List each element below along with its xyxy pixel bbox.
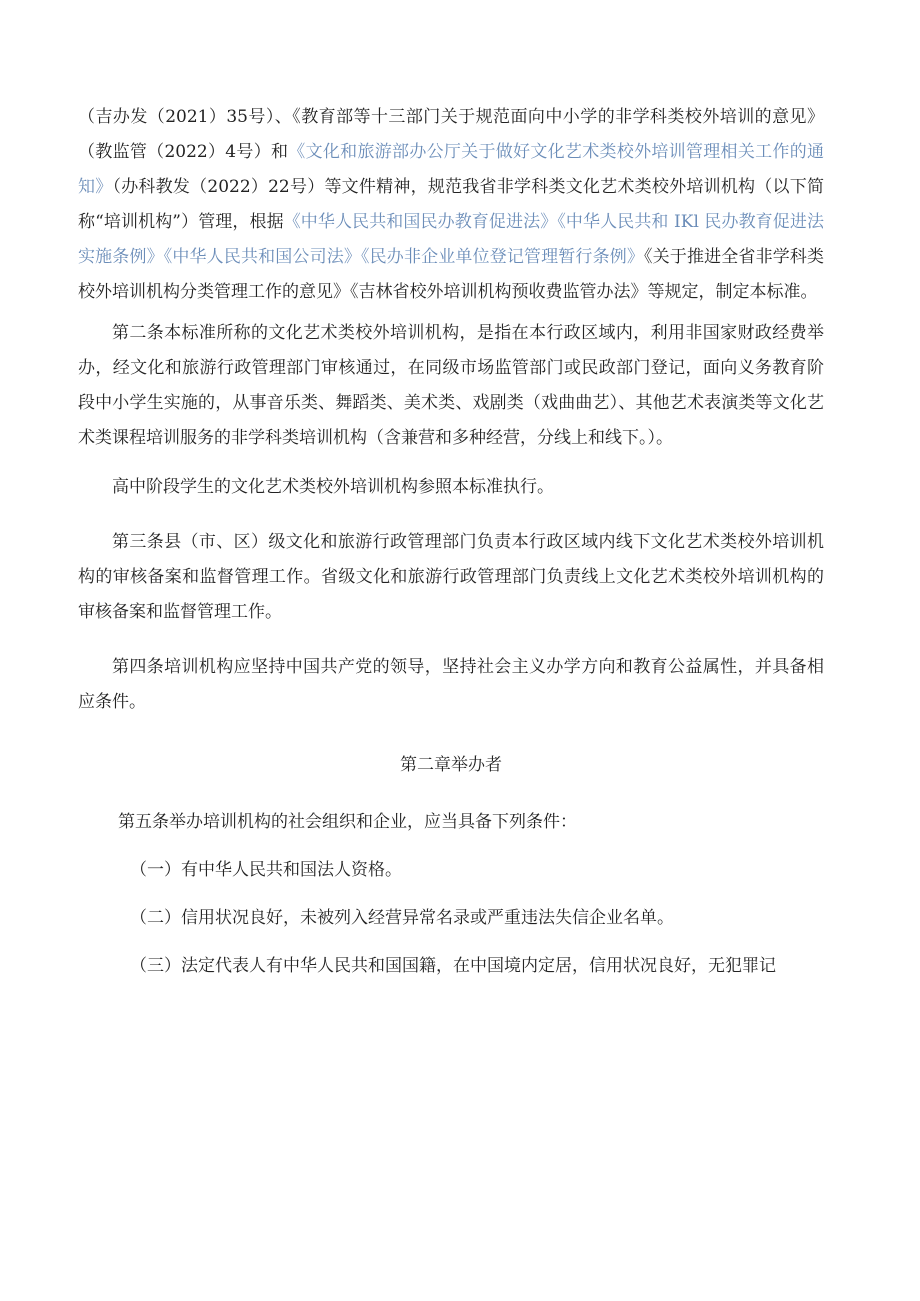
article-2: 第二条本标准所称的文化艺术类校外培训机构，是指在本行政区域内，利用非国家财政经费举办，经文化和旅游行政管理部门审核通过，在同级市场监管部门或民政部门登记，面向义务教育阶段中小学生实施的，从事音乐类、舞蹈类、美术类、戏剧类（戏曲曲艺）、其他艺术表演类等文化艺术类课程培训服务的非学科类培训机构（含兼营和多种经营，分线上和线下。）。 <box>78 323 824 448</box>
article-5: 第五条举办培训机构的社会组织和企业，应当具备下列条件： <box>118 812 577 832</box>
document-page <box>78 100 824 984</box>
reference-link-culture-notice[interactable]: 《文化和旅游部办公厅关于做好文化艺术类校外培训管理相关工作的通知》 <box>78 142 824 197</box>
reference-link-laws[interactable]: 《中华人民共和国民办教育促进法》《中华人民共和 IKl 民办教育促进法实施条例》《中华人民共和国公司法》《民办非企业单位登记管理暂行条例》 <box>78 212 824 267</box>
list-item: （二）信用状况良好，未被列入经营异常名录或严重违法失信企业名单。 <box>130 908 674 928</box>
preamble-text-2: （办科教发（2022）22号）等文件精神，规范我省非学科类文化艺术类校外培训机构（以下简称“培训机构”）管理，根据 <box>78 177 824 232</box>
article-2-supplement: 高中阶段学生的文化艺术类校外培训机构参照本标准执行。 <box>112 477 554 497</box>
chapter-title: 第二章举办者 <box>400 755 502 775</box>
list-item: （三）法定代表人有中华人民共和国国籍，在中国境内定居，信用状况良好，无犯罪记 <box>130 956 776 976</box>
article-3: 第三条县（市、区）级文化和旅游行政管理部门负责本行政区域内线下文化艺术类校外培训机构的审核备案和监督管理工作。省级文化和旅游行政管理部门负责线上文化艺术类校外培训机构的审核备案和监督管理工作。 <box>78 532 824 622</box>
preamble-text-1: （吉办发（2021）35号）、《教育部等十三部门关于规范面向中小学的非学科类校外培训的意见》（教监管（2022）4号）和 <box>78 107 824 162</box>
paragraph-preamble <box>78 100 824 310</box>
preamble-text-3: 《关于推进全省非学科类校外培训机构分类管理工作的意见》《吉林省校外培训机构预收费监管办法》等规定，制定本标准。 <box>78 247 825 302</box>
list-item: （一）有中华人民共和国法人资格。 <box>130 860 402 880</box>
article-4: 第四条培训机构应坚持中国共产党的领导，坚持社会主义办学方向和教育公益属性，并具备相应条件。 <box>78 657 824 712</box>
